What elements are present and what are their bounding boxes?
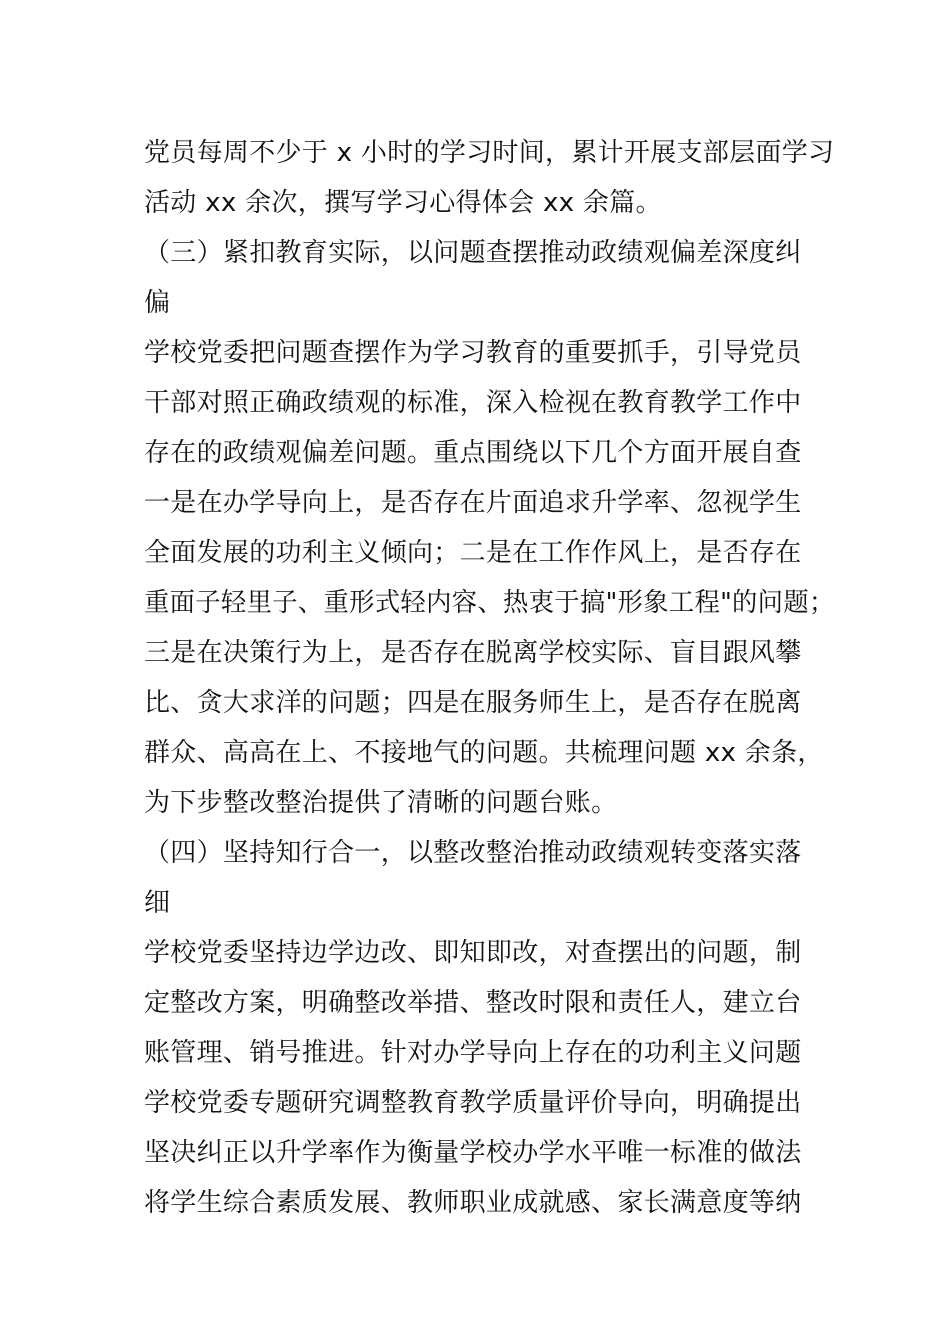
text-line-19: 账管理、销号推进。针对办学导向上存在的功利主义问题 [144,1038,802,1068]
text-line-10: 重面子轻里子、重形式轻内容、热衷于搞"形象工程"的问题； [144,588,835,618]
text-line-5: 学校党委把问题查摆作为学习教育的重要抓手，引导党员 [144,338,802,368]
text-line-9: 全面发展的功利主义倾向；二是在工作作风上，是否存在 [144,538,802,568]
text-line-17: 学校党委坚持边学边改、即知即改，对查摆出的问题，制 [144,938,802,968]
text-line-2: 活动 xx 余次，撰写学习心得体会 xx 余篇。 [144,188,662,218]
text-line-7: 存在的政绩观偏差问题。重点围绕以下几个方面开展自查 [144,438,802,468]
text-line-1: 党员每周不少于 x 小时的学习时间，累计开展支部层面学习 [144,138,835,168]
section-heading-4: （四）坚持知行合一，以整改整治推动政绩观转变落实落 [144,838,802,868]
text-line-18: 定整改方案，明确整改举措、整改时限和责任人，建立台 [144,988,802,1018]
text-line-11: 三是在决策行为上，是否存在脱离学校实际、盲目跟风攀 [144,638,802,668]
text-line-6: 干部对照正确政绩观的标准，深入检视在教育教学工作中 [144,388,802,418]
text-line-12: 比、贪大求洋的问题；四是在服务师生上，是否存在脱离 [144,688,802,718]
text-line-21: 坚决纠正以升学率作为衡量学校办学水平唯一标准的做法 [144,1138,802,1168]
text-line-14: 为下步整改整治提供了清晰的问题台账。 [144,788,618,818]
document-body [144,128,834,1228]
section-heading-3-cont: 偏 [144,288,171,318]
section-heading-3: （三）紧扣教育实际，以问题查摆推动政绩观偏差深度纠 [144,238,802,268]
text-line-20: 学校党委专题研究调整教育教学质量评价导向，明确提出 [144,1088,802,1118]
text-line-8: 一是在办学导向上，是否存在片面追求升学率、忽视学生 [144,488,802,518]
section-heading-4-cont: 细 [144,888,171,918]
text-line-22: 将学生综合素质发展、教师职业成就感、家长满意度等纳 [144,1188,802,1218]
text-line-13: 群众、高高在上、不接地气的问题。共梳理问题 xx 余条， [144,738,824,768]
